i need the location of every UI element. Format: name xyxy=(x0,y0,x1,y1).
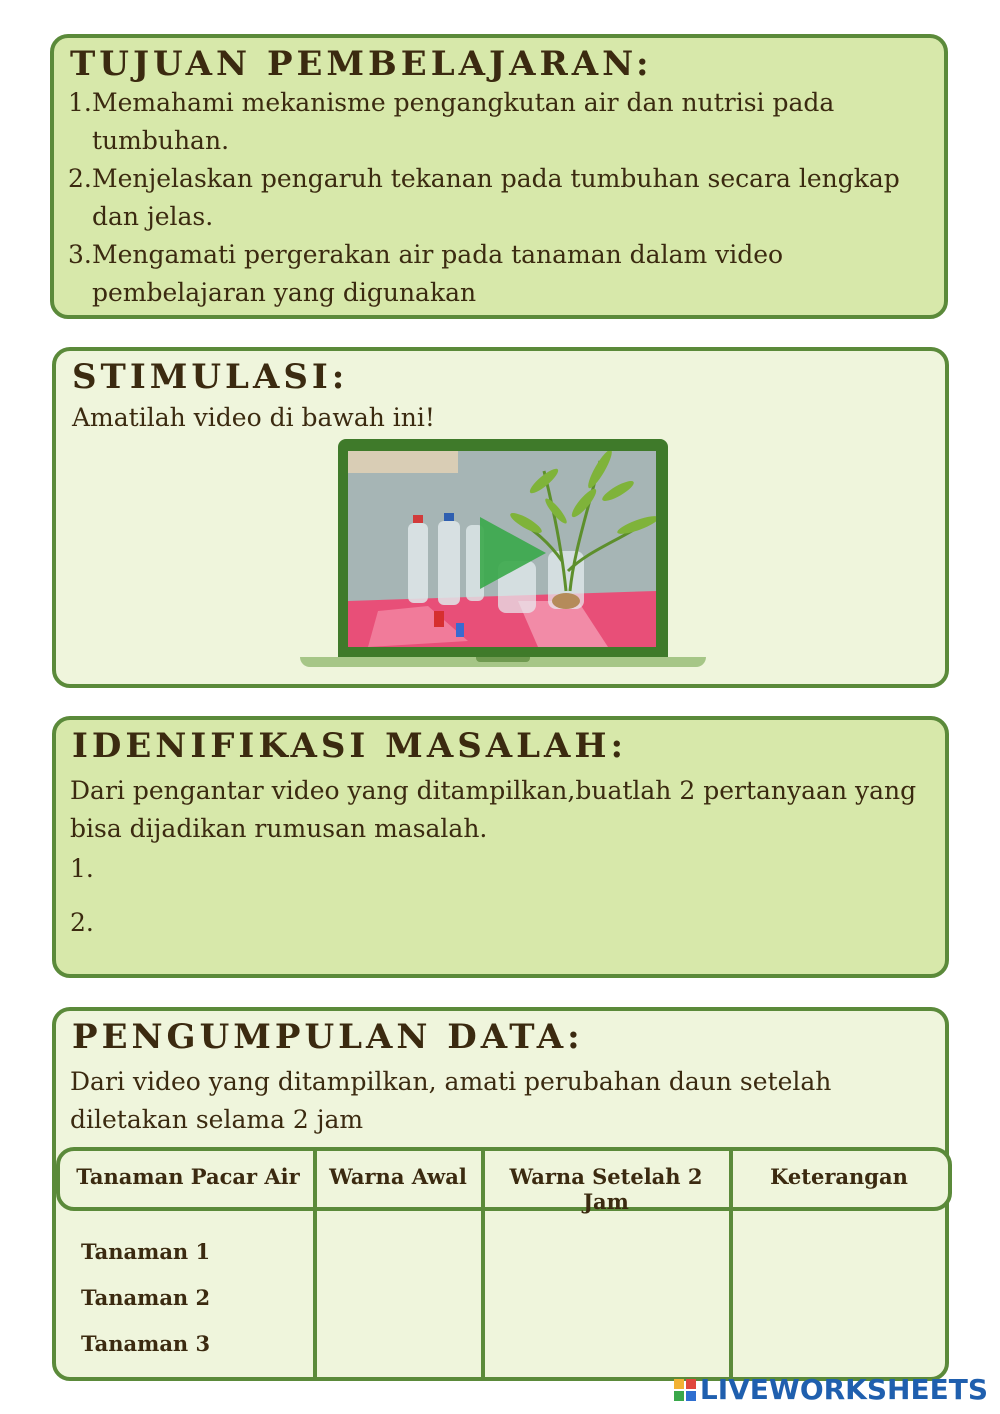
table-row-label: Tanaman 3 xyxy=(81,1331,211,1356)
table-row-label: Tanaman 2 xyxy=(81,1285,211,1310)
objective-item: 3. Mengamati pergerakan air pada tanaman dalam video pembelajaran yang digunakan xyxy=(68,240,784,307)
table-column-divider xyxy=(313,1147,317,1211)
video-laptop-frame xyxy=(300,439,706,669)
answer-field-1[interactable]: 1. xyxy=(70,854,94,883)
column-header: Warna Setelah 2 Jam xyxy=(509,1164,703,1214)
table-column-divider xyxy=(481,1147,485,1211)
table-row-label: Tanaman 1 xyxy=(81,1239,211,1264)
column-header: Warna Awal xyxy=(329,1164,467,1189)
data-collection-panel xyxy=(52,1007,949,1381)
stimulation-instruction: Amatilah video di bawah ini! xyxy=(72,403,435,432)
identification-instruction: Dari pengantar video yang ditampilkan,buatlah 2 pertanyaan yang bisa dijadikan rumusan masalah. xyxy=(70,776,917,843)
liveworksheets-icon xyxy=(674,1379,696,1401)
watermark-text: LIVEWORKSHEETS xyxy=(699,1373,988,1406)
data-collection-title: PENGUMPULAN DATA: xyxy=(72,1017,584,1057)
stimulation-title: STIMULASI: xyxy=(72,357,349,397)
stimulation-panel xyxy=(52,347,949,688)
identification-panel xyxy=(52,716,949,978)
objectives-panel xyxy=(50,34,948,319)
table-column-divider xyxy=(729,1147,733,1211)
liveworksheets-logo xyxy=(674,1373,988,1406)
video-player[interactable] xyxy=(348,451,656,647)
objective-item: 2. Menjelaskan pengaruh tekanan pada tumbuhan secara lengkap dan jelas. xyxy=(68,164,900,231)
data-collection-instruction: Dari video yang ditampilkan, amati perubahan daun setelah diletakan selama 2 jam xyxy=(70,1067,832,1134)
identification-title: IDENIFIKASI MASALAH: xyxy=(72,726,628,766)
objectives-list xyxy=(68,84,948,312)
answer-field-2[interactable]: 2. xyxy=(70,908,94,937)
laptop-screen xyxy=(338,439,668,661)
column-header: Tanaman Pacar Air xyxy=(76,1164,300,1189)
laptop-notch xyxy=(476,657,530,662)
objectives-title: TUJUAN PEMBELAJARAN: xyxy=(70,44,653,84)
play-icon[interactable] xyxy=(478,515,548,591)
column-header: Keterangan xyxy=(770,1164,908,1189)
objective-item: 1. Memahami mekanisme pengangkutan air dan nutrisi pada tumbuhan. xyxy=(68,88,835,155)
